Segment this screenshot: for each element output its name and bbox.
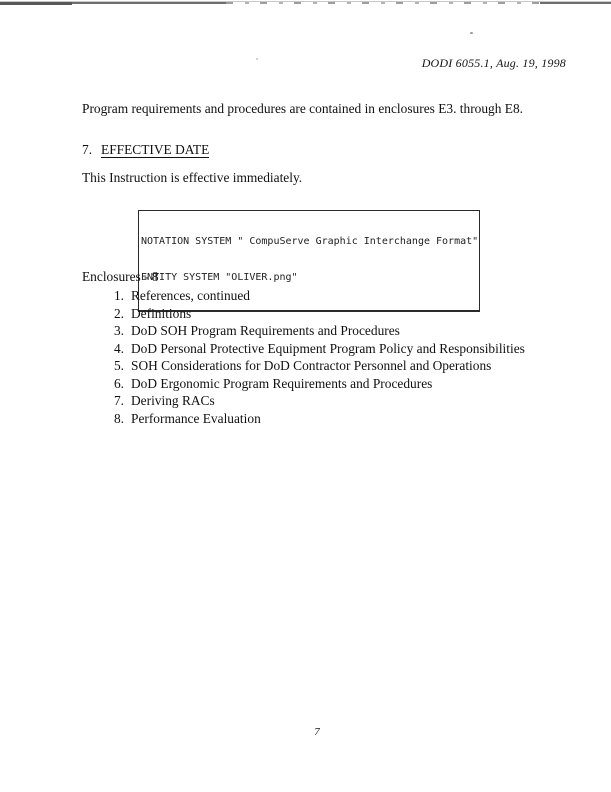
scan-artifact-line [0, 1, 611, 7]
scan-artifact-segment [0, 2, 72, 5]
list-item [0, 305, 560, 323]
scan-artifact-segment [226, 2, 540, 4]
section-title: EFFECTIVE DATE [101, 142, 210, 157]
enclosures-heading: Enclosures - 8 [82, 269, 159, 284]
list-item-number: 1. [113, 288, 124, 303]
list-item-label: Deriving RACs [131, 393, 215, 408]
enclosure-list [0, 287, 560, 427]
page-number: 7 [314, 726, 320, 738]
list-item [0, 340, 560, 358]
list-item-label: Performance Evaluation [131, 410, 261, 426]
list-item-label: DoD SOH Program Requirements and Procedures [131, 323, 400, 338]
sgml-entity-line: ENTITY SYSTEM "OLIVER.png" [141, 272, 298, 283]
body-paragraph: Program requirements and procedures are contained in enclosures E3. through E8. [82, 101, 524, 116]
list-item-number: 3. [113, 323, 124, 338]
list-item-number: 7. [113, 393, 124, 408]
list-item [0, 410, 560, 428]
list-item-number: 8. [113, 410, 124, 426]
list-item [0, 287, 560, 305]
list-item-label: References, continued [131, 288, 250, 303]
scan-artifact-segment [540, 2, 611, 4]
list-item-number: 5. [113, 358, 124, 373]
sgml-notation-line: NOTATION SYSTEM " CompuServe Graphic Interchange Format" [141, 236, 479, 247]
section-number: 7. [82, 142, 93, 157]
scan-speck [470, 32, 473, 34]
list-item-number: 2. [113, 305, 124, 321]
header-date: DODI 6055.1, Aug. 19, 1998 [421, 56, 566, 70]
list-item [0, 357, 560, 375]
section-heading [82, 142, 209, 158]
list-item-number: 6. [113, 375, 124, 391]
list-item [0, 375, 560, 393]
list-item [0, 322, 560, 340]
list-item [0, 392, 560, 410]
list-item-number: 4. [113, 340, 124, 356]
body-paragraph: This Instruction is effective immediately. [82, 170, 303, 185]
list-item-label: DoD Personal Protective Equipment Program Policy and Responsibilities [131, 340, 525, 356]
list-item-label: DoD Ergonomic Program Requirements and Procedures [131, 375, 433, 391]
list-item-label: Definitions [131, 305, 192, 321]
list-item-label: SOH Considerations for DoD Contractor Personnel and Operations [131, 358, 492, 373]
